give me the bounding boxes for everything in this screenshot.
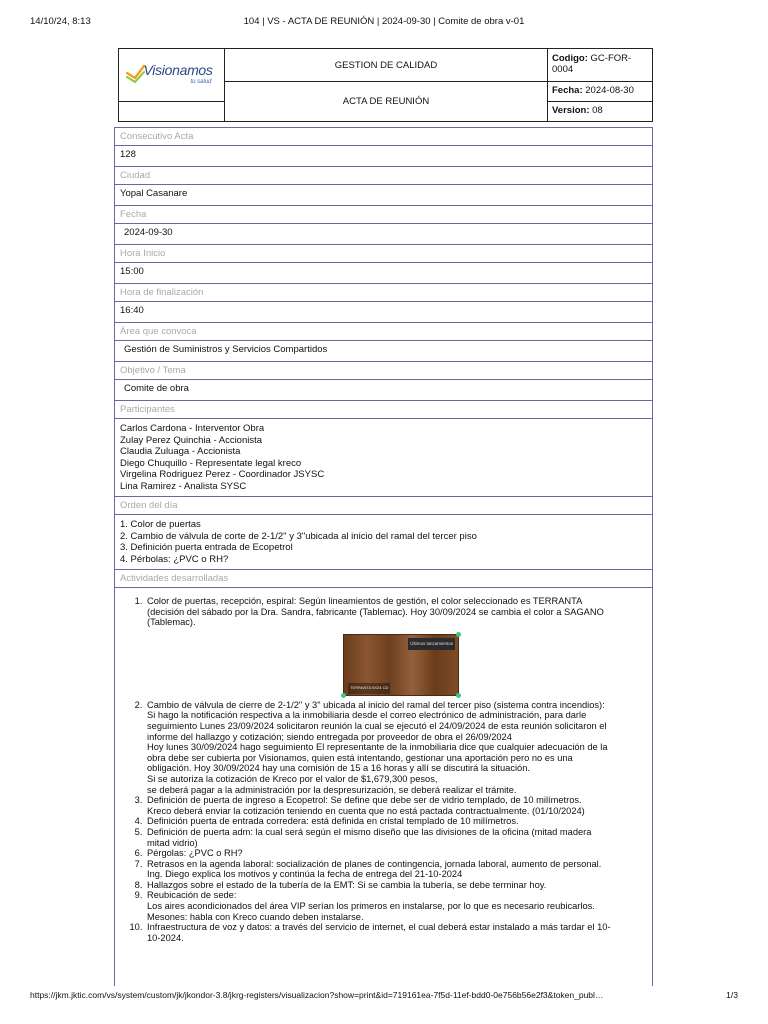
logo-tagline: tu salud xyxy=(190,79,212,85)
visionamos-logo xyxy=(126,58,218,92)
date-cell xyxy=(548,82,653,102)
hora-inicio-label: Hora Inicio xyxy=(115,245,652,263)
list-item: 4. Definición puerta de entrada corredera: está definida en cristal templado de 10 milímetros. xyxy=(145,816,647,827)
ciudad-value: Yopal Casanare xyxy=(115,185,652,206)
list-item: 10. Infraestructura de voz y datos: a través del servicio de internet, el cual deberá estar instalado a más tardar el 10- 10-2024. xyxy=(145,922,647,943)
code-value: GC-FOR-0004 xyxy=(552,53,632,75)
hora-fin-value: 16:40 xyxy=(115,302,652,323)
actividades-content xyxy=(115,588,652,986)
participantes-list xyxy=(115,419,652,497)
list-item: Lina Ramirez - Analista SYSC xyxy=(120,480,247,492)
objetivo-label: Objetivo / Tema xyxy=(115,362,652,380)
list-item: 3. Definición de puerta de ingreso a Ecopetrol: Se define que debe ser de vidrio templado, de 10 milímetros. Kreco deberá enviar la cotización teniendo en cuenta que no está pactada contractualmente. (01/10/2024) xyxy=(145,795,647,816)
logo-swoosh-icon xyxy=(126,64,146,86)
list-item: Diego Chuquillo - Representate legal kreco xyxy=(120,457,302,469)
area-value: Gestión de Suministros y Servicios Compartidos xyxy=(115,341,652,362)
actividades-label: Actividades desarrolladas xyxy=(115,570,652,588)
actividades-list xyxy=(115,596,647,943)
list-item: 8. Hallazgos sobre el estado de la tubería de la EMT: Si se cambia la tubería, se debe terminar hoy. xyxy=(145,880,647,891)
list-item: 2. Cambio de válvula de corte de 2-1/2" y 3"ubicada al inicio del ramal del tercer piso xyxy=(120,530,477,542)
print-url[interactable]: https://jkm.jktic.com/vs/system/custom/jk/jkondor-3.8/jkrg-registers/visualizacion?show=print&id=719161ea-7f5d-11ef-bdd0-0e756b56e2f3&token_publ… xyxy=(30,990,604,1000)
code-cell xyxy=(548,49,653,82)
print-title: 104 | VS - ACTA DE REUNIÓN | 2024-09-30 | Comite de obra v-01 xyxy=(243,16,525,27)
list-item: 5. Definición de puerta adm: la cual será según el mismo diseño que las divisiones de la oficina (mitad madera mitad vidrio) xyxy=(145,827,647,848)
door-color-photo xyxy=(343,634,459,696)
ciudad-label: Ciudad xyxy=(115,167,652,185)
date-label: Fecha: xyxy=(552,85,583,97)
version-label: Version: xyxy=(552,105,590,117)
list-item: 4. Pérbolas: ¿PVC o RH? xyxy=(120,553,229,565)
photo-caption: TERRANTA 5X24 CD xyxy=(348,683,390,694)
list-item: 9. Reubicación de sede: Los aires acondicionados del área VIP serían los primeros en instalarse, por lo que es necesario reubicarlos. Mesones: habla con Kreco cuando deben instalarse. xyxy=(145,890,647,922)
date-value: 2024-08-30 xyxy=(585,85,634,97)
fecha-value: 2024-09-30 xyxy=(115,224,652,245)
consecutivo-label: Consecutivo Acta xyxy=(115,128,652,146)
logo-cell-spacer xyxy=(119,102,225,122)
orden-list xyxy=(115,515,652,570)
objetivo-value: Comite de obra xyxy=(115,380,652,401)
print-footer xyxy=(30,990,738,1004)
document-name: ACTA DE REUNIÓN xyxy=(225,82,548,122)
code-label: Codigo: xyxy=(552,53,588,65)
list-item: 1. Color de puertas xyxy=(120,519,201,530)
orden-label: Orden del día xyxy=(115,497,652,515)
system-name: GESTION DE CALIDAD xyxy=(225,49,548,82)
document-header xyxy=(118,48,653,122)
list-item: Claudia Zuluaga - Accionista xyxy=(120,446,241,457)
list-item: 3. Definición puerta entrada de Ecopetrol xyxy=(120,542,293,553)
fecha-label: Fecha xyxy=(115,206,652,224)
version-value: 08 xyxy=(592,105,603,117)
hora-inicio-value: 15:00 xyxy=(115,263,652,284)
list-item: Zulay Perez Quinchia - Accionista xyxy=(120,434,263,446)
participantes-label: Participantes xyxy=(115,401,652,419)
print-datetime: 14/10/24, 8:13 xyxy=(30,16,91,27)
list-item: 6. Pérgolas: ¿PVC o RH? xyxy=(145,848,647,859)
area-label: Área que convoca xyxy=(115,323,652,341)
page-number: 1/3 xyxy=(726,990,738,1000)
consecutivo-value: 128 xyxy=(115,146,652,167)
list-item: 7. Retrasos en la agenda laboral: socialización de planes de contingencia, jornada laboral, aumento de personal. Ing. Diego explica los motivos y continúa la fecha de entrega del 21-10-2024 xyxy=(145,859,647,880)
list-item: Carlos Cardona - Interventor Obra xyxy=(120,423,265,434)
logo-cell xyxy=(119,49,225,102)
list-item: Virgelina Rodriguez Perez - Coordinador JSYSC xyxy=(120,469,325,480)
logo-wordmark: Visionamos xyxy=(143,62,213,78)
hora-fin-label: Hora de finalización xyxy=(115,284,652,302)
version-cell xyxy=(548,102,653,122)
photo-tag: Últimos lanzamientos xyxy=(408,638,455,651)
meeting-form xyxy=(114,127,653,986)
list-item: 1. Color de puertas, recepción, espiral: Según lineamientos de gestión, el color seleccionado es TERRANTA (decisión del sábado por la Dra. Sandra, fabricante (Tablemac). Hoy 30/09/2024 se cambia el color a SAGANO (Tablemac). Últimos lanzamientos TERRANTA 5X24 CD xyxy=(145,596,647,696)
list-item: 2. Cambio de válvula de cierre de 2-1/2" y 3" ubicada al inicio del ramal del tercer piso (sistema contra incendios): Si hago la notificación respectiva a la inmobiliaria desde el correo electrónico de administración, para darle seguimiento Lunes 23/09/2024 solicitaron reunión la cual se ejecutó el 24/09/2024 de esta reunión solicitaron el informe del hallazgo y cotización; siendo entregada por proveedor de obra el 26/09/2024 Hoy lunes 30/09/2024 hago seguimiento El representante de la inmobiliaria dice que cualquier adecuación de la obra debe ser cubierta por Visionamos, quien está intentando, gestionar una aportación pero no es una obligación. Hoy 30/09/2024 hay una comisión de 15 a 16 horas y allí se discutirá la situación. Si se autoriza la cotización de Kreco por el valor de $1,679,300 pesos, se deberá pagar a la administración por la despresurización, se deberá realizar el trámite. xyxy=(145,700,647,795)
print-header xyxy=(30,16,738,30)
